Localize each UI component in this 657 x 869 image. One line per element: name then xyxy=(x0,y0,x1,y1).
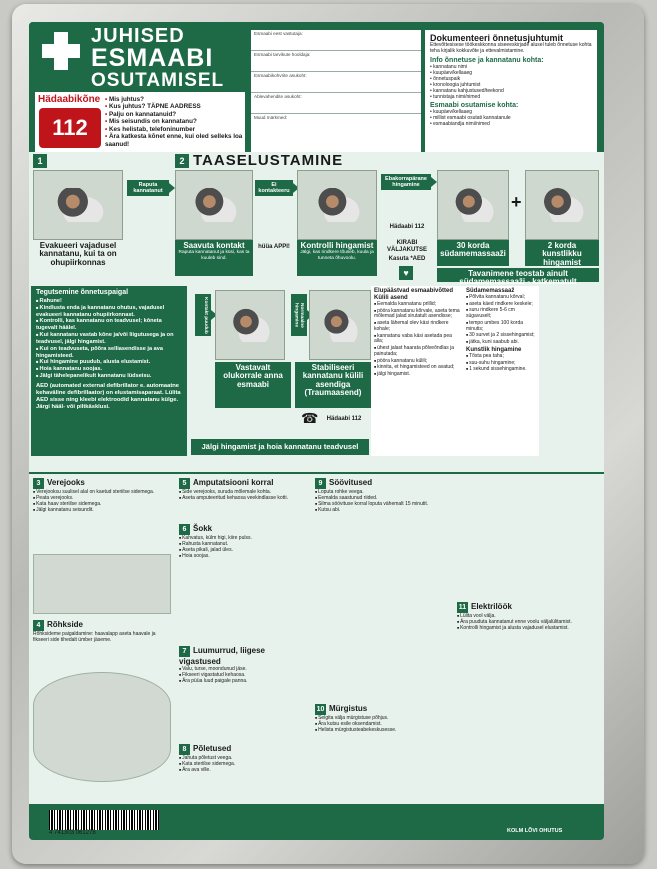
checklist-item: • Ära katkesta kõnet enne, kui oled selleks loa saanud! xyxy=(105,133,243,148)
section-list xyxy=(315,490,449,513)
section-item: ■ Kata haav steriilse sidemega. xyxy=(33,502,171,508)
evacuation-illustration xyxy=(33,170,123,240)
scene-action-item: ■ Rahune! xyxy=(36,298,182,305)
contact-title: Saavuta kontakt xyxy=(183,241,245,250)
section-number: 3 xyxy=(33,478,44,489)
cpr-step: ■ tempo umbes 100 korda minutis; xyxy=(466,321,536,333)
section-title: Põletused xyxy=(193,744,232,753)
rescue-breathing-subtitle: Kunstlik hingamine xyxy=(466,346,522,353)
use-aed-text: Kasuta *AED xyxy=(388,256,426,262)
recovery-step: ■ pööra kannatanu külili; xyxy=(374,359,460,365)
section-heading xyxy=(457,602,597,613)
section-item: ■ Fikseeri vigastatud kehaosa. xyxy=(179,673,307,679)
section-number: 6 xyxy=(179,524,190,535)
check-breathing-illustration xyxy=(297,170,377,240)
doc-subtitle: Esmaabi osutamise kohta: xyxy=(430,101,519,109)
section-list xyxy=(179,490,307,502)
section-list xyxy=(179,536,307,559)
section-item: ■ Jahuta põletust veega. xyxy=(179,756,307,762)
section-title: Rõhkside xyxy=(47,620,84,629)
section-title: Söövitused xyxy=(329,478,373,487)
section-item: ■ Kontrolli hingamist ja alusta vajadusel elustamist. xyxy=(457,626,597,632)
section-item: ■ Ära kutsu esile oksendamist. xyxy=(315,722,449,728)
compressions-only-box xyxy=(437,268,599,287)
section-item: ■ Loputa rohke veega. xyxy=(315,490,449,496)
section-corrosion xyxy=(315,478,449,513)
rescue-breathing-step: ■ suu-suhu hingamine; xyxy=(466,361,536,367)
section-list xyxy=(315,716,449,734)
section-text: Rõhksideme paigaldamine: haavalapp aseta haavale ja fikseeri side tihedalt ümber jäseme. xyxy=(33,631,156,643)
section-item: ■ Eemalda saastunud riided. xyxy=(315,496,449,502)
cpr-step: ■ aseta käed rindkere keskele; xyxy=(466,302,536,308)
checklist-item: • Kus juhtus? TÄPNE AADRESS xyxy=(105,103,243,110)
plus-sign: + xyxy=(511,192,522,212)
section-list xyxy=(33,490,171,513)
aed-heart-icon: ♥ xyxy=(399,266,413,280)
doc-list-item: • kannatanu nimi xyxy=(430,64,592,70)
doc-list-item: • tunnistaja nimi/nimed xyxy=(430,94,592,100)
irregular-breathing-arrow-label: Ebakorrapärane hingamine xyxy=(381,174,431,190)
resuscitation-panel xyxy=(29,152,604,472)
poster-title xyxy=(91,26,251,90)
cpr-step: ■ 30 survet ja 2 sissehingamist; xyxy=(466,333,536,339)
vertical-label-normal-breathing: Normaalne hingamine xyxy=(291,294,307,336)
recovery-step: ■ kannatanu vaba käsi asetada pea alla; xyxy=(374,334,460,346)
recovery-step: ■ pööra kannatanu kõrvale, aseta tema mõlemad jalad sirutatult asendisse; xyxy=(374,309,460,321)
lifesaving-techniques-panel xyxy=(371,286,539,456)
call-112-text: Hädaabi 112 xyxy=(389,224,425,230)
title-line-1: JUHISED xyxy=(91,25,185,47)
brand-footer: KOLM LÕVI OHUTUS xyxy=(507,828,563,834)
check-breathing-title: Kontrolli hingamist xyxy=(300,241,374,250)
phone-icon: ☎ xyxy=(301,410,319,426)
recovery-step: ■ ühest jalast haarata põlveõndlas ja painutada; xyxy=(374,346,460,358)
scene-action-item: ■ Kontrolli, kas kannatanu on teadvusel; kõneta tugevalt häälel. xyxy=(36,318,182,332)
recovery-position-text: Stabiliseeri kannatanu külili asendiga (Traumaasend) xyxy=(302,363,364,398)
scene-action-item: ■ Kui kannatanu vastab kõne ja/või liigutusega ja on teadvusel, jälgi hingamist. xyxy=(36,332,182,346)
section-heading xyxy=(179,646,307,666)
section-bleeding xyxy=(33,478,171,513)
section-heading xyxy=(179,478,307,489)
contact-box xyxy=(175,240,253,276)
section-number: 11 xyxy=(458,604,467,611)
section-item: ■ Helista mürgistusteabekeskusesse. xyxy=(315,728,449,734)
doc-list-item: • kuupäev/kellaaeg xyxy=(430,70,592,76)
shake-illustration xyxy=(175,170,253,240)
rescue-breathing-step: ■ 1 sekund sissehingamine. xyxy=(466,367,536,373)
emergency-label: Hädaabikõne xyxy=(38,94,101,105)
documentation-box xyxy=(425,30,597,162)
section-pressure-bandage xyxy=(33,620,171,644)
section-electric-shock xyxy=(457,602,597,632)
scene-actions-title: Tegutsemine õnnetuspaigal xyxy=(36,289,129,296)
section-title: Elektrilöök xyxy=(471,602,512,611)
cpr-list xyxy=(466,295,536,346)
form-row[interactable]: Esmaabikohvrite asukoht: xyxy=(251,72,421,93)
checklist-item: • Mis juhtus? xyxy=(105,96,243,103)
contact-text: Raputa kannatanut ja küsi, kas ta kuuleb sind. xyxy=(178,250,250,261)
scene-action-item: ■ Jälgi tähelepanelikult kannatanu lüdseisu. xyxy=(36,373,182,380)
ambulance-call-text: KIRABI VÄLJAKUTSE xyxy=(386,240,427,253)
emergency-number: 112 xyxy=(39,108,101,148)
scene-action-item: ■ Hoia kannatanu soojas. xyxy=(36,366,182,373)
doc-list-item: • õnnetuspaik xyxy=(430,76,592,82)
scene-action-item: ■ Kindlusta enda ja kannatanu ohutus, vajadusel evakueeri kannatanu ohupiirkonnast. xyxy=(36,305,182,319)
scene-actions-list xyxy=(36,298,182,380)
section-item: ■ Kata steriilse sidemega. xyxy=(179,762,307,768)
section-item: ■ Rahusta kannatanut. xyxy=(179,542,307,548)
section-burns xyxy=(179,744,307,774)
section-heading xyxy=(315,478,449,489)
first-aid-cross-icon xyxy=(35,28,87,74)
call-112-bottom: Hädaabi 112 xyxy=(326,416,362,422)
shake-arrow-label: Raputa kannatanut xyxy=(127,180,169,196)
section-list xyxy=(457,614,597,632)
section-list xyxy=(179,756,307,774)
section-item: ■ Verejooksu suulisel alal on kaetud steriilse sidemega. xyxy=(33,490,171,496)
compressions-box xyxy=(437,240,509,266)
form-row[interactable]: Ablevahendite asukoht: xyxy=(251,93,421,114)
recovery-step: ■ kinnita, et hingamisteed on avatud; xyxy=(374,365,460,371)
doc-list xyxy=(430,64,592,100)
emergency-checklist xyxy=(105,96,243,148)
section-title: Mürgistus xyxy=(329,704,368,713)
section-amputation xyxy=(179,478,307,502)
section-heading xyxy=(33,478,171,489)
section-item: ■ Valu, turse, moondunud jäse. xyxy=(179,667,307,673)
resuscitation-heading: TAASELUSTAMINE xyxy=(193,152,344,169)
section-fractures xyxy=(179,646,307,685)
section-item: ■ Ära püüa luud paigale panna. xyxy=(179,679,307,685)
recovery-subtitle: Külili asend xyxy=(374,294,408,301)
doc-title: Dokumenteeri õnnetusjuhtumit xyxy=(430,33,564,43)
checklist-item: • Palju on kannatanuid? xyxy=(105,111,243,118)
doc-list-item: • esmaabiandja nimi/nimed xyxy=(430,121,592,127)
rescue-breathing-step: ■ Tõsta pea taha; xyxy=(466,354,536,360)
cpr-step: ■ Põlvita kannatanu kõrval; xyxy=(466,295,536,301)
section-item: ■ Silma söövituse korral loputa vähemalt 15 minutit. xyxy=(315,502,449,508)
doc-list-item: • kuupäev/kellaaeg xyxy=(430,109,592,115)
compressions-title: 30 korda südamemassaaži xyxy=(440,241,506,259)
assist-illustration xyxy=(215,290,285,360)
section-item: ■ Jälgi kannatanu seisundit. xyxy=(33,508,171,514)
recovery-list xyxy=(374,302,460,378)
scene-action-item: ■ Kui on teadvuseta, põõra selliasendisse ja ava hingamisteed. xyxy=(36,346,182,360)
first-aid-poster xyxy=(29,22,604,840)
section-title: Luumurrud, liigese vigastused xyxy=(179,646,266,666)
section-heading xyxy=(315,704,449,715)
monitor-breathing-bar: Jälgi hingamist ja hoia kannatanu teadvusel xyxy=(191,439,369,455)
check-breathing-text: Jälgi, kas rindkere tõuseb, kuula ja tunneta õhuvoolu. xyxy=(300,250,374,261)
checklist-item: • Mis seisundis on kannatanu? xyxy=(105,118,243,125)
doc-list-item: • millist esmaabi osutati kannatanule xyxy=(430,115,592,121)
provide-aid-box xyxy=(215,362,291,408)
section-shock xyxy=(179,524,307,559)
section-number: 4 xyxy=(33,620,44,631)
title-line-2: ESMAABI xyxy=(91,44,214,72)
section-item: ■ Selgita välja mürgistuse põhjus. xyxy=(315,716,449,722)
section-heading xyxy=(179,524,307,535)
shout-help-text: hüüa APPI! xyxy=(258,244,290,250)
section-item: ■ Kutsu abi. xyxy=(315,508,449,514)
cpr-illustration xyxy=(437,170,509,240)
section-poisoning xyxy=(315,704,449,734)
evacuate-box xyxy=(33,240,123,276)
title-line-3: OSUTAMISEL xyxy=(91,70,225,91)
section-item: ■ Hoia soojas. xyxy=(179,554,307,560)
scene-action-item: ■ Kui hingamine puudub, alusta elustamist. xyxy=(36,359,182,366)
doc-intro: Ettevõttesisese töökeskkonna siseeeskirjade alusel tuleb õnnetuse kohta teha kirjalik kokkuvõte ja ettevalmistamine. xyxy=(430,42,592,54)
compressions-only-text: Tavanimene teostab ainult südamemassaaži - katkematult xyxy=(459,269,577,287)
section-heading xyxy=(179,744,307,755)
section-item: ■ Ära puuduta kannatanut enne voolu väljalülitamist. xyxy=(457,620,597,626)
recovery-step: ■ Eemalda kannatanu prillid; xyxy=(374,302,460,308)
vertical-label-no-contact: Kontakt puudub xyxy=(195,294,211,336)
doc-list xyxy=(430,109,592,127)
bandage-illustration xyxy=(33,672,171,782)
barcode-number: 4 741303 061278 xyxy=(49,830,96,836)
barcode xyxy=(49,810,159,830)
cpr-step: ■ jätka, kuni saabub abi. xyxy=(466,340,536,346)
aed-note: AED (automated external defibrillator e. automaatne kehaväline defibrillaator) on elustamisaparaat. Lülita AED sisse ning kleebi elektroodid kannatanu külge. Järgi hääl- või piltkäsklusi. xyxy=(36,382,181,410)
recovery-step: ■ jälgi hingamist. xyxy=(374,372,460,378)
lower-instructions xyxy=(29,474,604,804)
form-row[interactable]: Esmaabi eest vastutaja: xyxy=(251,30,421,51)
section-number: 8 xyxy=(179,744,190,755)
poster-header xyxy=(29,22,604,172)
section-title: Šokk xyxy=(193,524,213,533)
rescue-breath-box xyxy=(525,240,599,266)
section-number: 5 xyxy=(179,478,190,489)
provide-aid-text: Vastavalt olukorrale anna esmaabi xyxy=(223,363,283,389)
recovery-step: ■ aseta lähemal olev käsi rindkere kohale; xyxy=(374,321,460,333)
cpr-step: ■ suru rindkere 5-6 cm sügavuselt; xyxy=(466,308,536,320)
section-title: Amputatsiooni korral xyxy=(193,478,274,487)
bleeding-illustration xyxy=(33,554,171,614)
section-number: 10 xyxy=(316,706,325,713)
no-contact-arrow-label: Ei kontakteeru xyxy=(255,180,293,196)
rescue-breath-illustration xyxy=(525,170,599,240)
section-number: 7 xyxy=(179,646,190,657)
scene-actions-box xyxy=(31,286,187,456)
cpr-title: Südamemassaaž xyxy=(466,288,515,294)
recovery-position-box xyxy=(295,362,371,408)
rescue-breath-title: 2 korda kunstlikku hingamist xyxy=(542,241,582,267)
section-item: ■ Lülita vool välja. xyxy=(457,614,597,620)
form-row[interactable]: Esmaabi tarvikute hooldaja: xyxy=(251,51,421,72)
evacuate-text: Evakueeri vajadusel kannatanu, kui ta on ohupiirkonnas xyxy=(39,241,117,267)
section-number: 9 xyxy=(315,478,326,489)
doc-subtitle: Info õnnetuse ja kannatanu kohta: xyxy=(430,56,544,64)
section-item: ■ Aseta amputeeritud kehaosa veekindlasse kotti. xyxy=(179,496,307,502)
step-number: 1 xyxy=(33,154,47,168)
responsible-persons-form xyxy=(251,30,421,162)
section-heading xyxy=(33,620,171,631)
doc-list-item: • kannatanu kahjustused/teekond xyxy=(430,88,592,94)
section-item: ■ Kahvatus, külm higi, kiire pulss. xyxy=(179,536,307,542)
section-item: ■ Ära ava ville. xyxy=(179,768,307,774)
recovery-column xyxy=(371,286,463,456)
section-title: Verejooks xyxy=(47,478,85,487)
cpr-column xyxy=(463,286,539,456)
step-number: 2 xyxy=(175,154,189,168)
lifesaving-title: Elupäästvad esmaabivõtted xyxy=(374,288,454,294)
recovery-position-illustration xyxy=(309,290,371,360)
form-row[interactable]: Muud märkmed: xyxy=(254,115,288,120)
section-item: ■ Peata verejooks. xyxy=(33,496,171,502)
section-item: ■ Aseta pikali, jalad üles. xyxy=(179,548,307,554)
checklist-item: • Kes helistab, telefoninumber xyxy=(105,126,243,133)
check-breathing-box xyxy=(297,240,377,276)
section-list xyxy=(179,667,307,685)
doc-list-item: • kronoloogia juhtumist xyxy=(430,82,592,88)
rescue-breathing-list xyxy=(466,354,536,373)
section-item: ■ Side verejooks, suruda mõlemale kohta. xyxy=(179,490,307,496)
